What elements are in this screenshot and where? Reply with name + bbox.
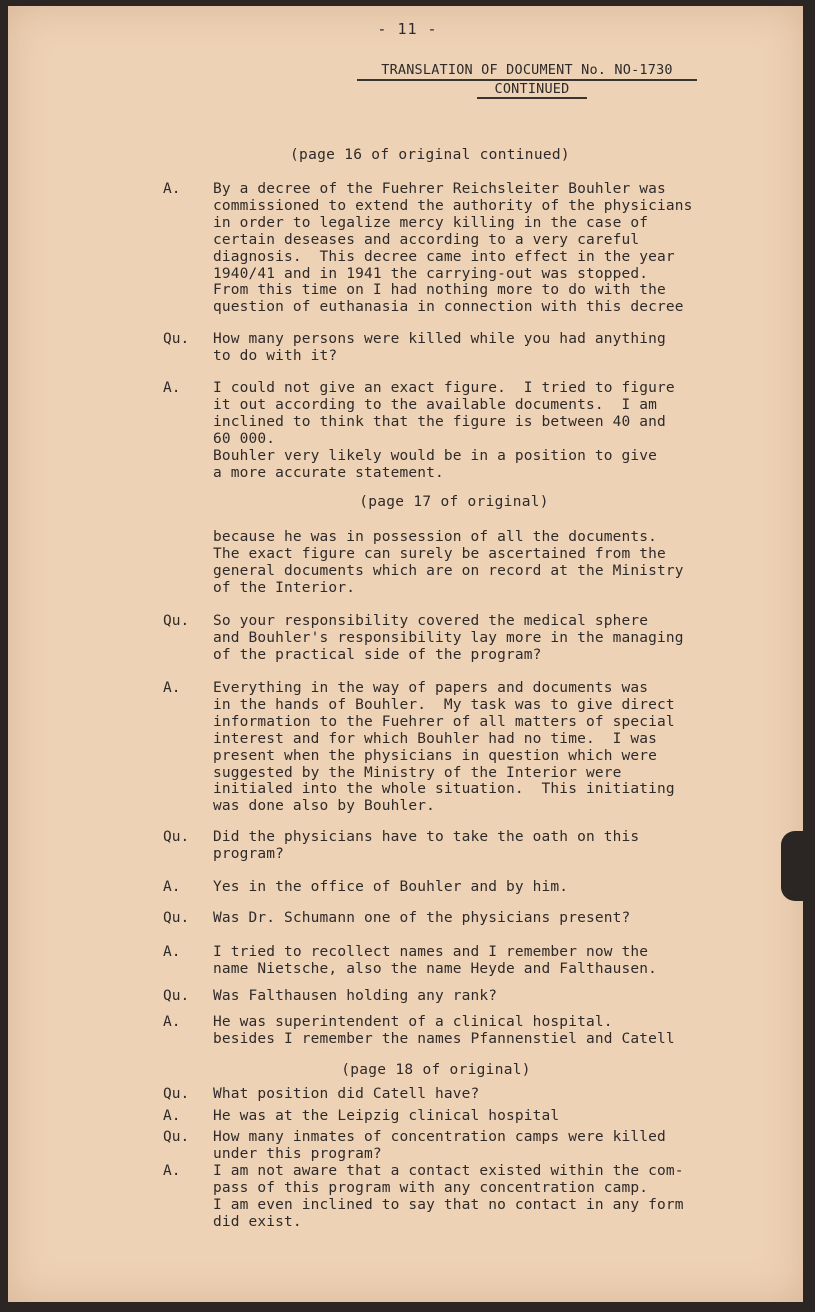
entry-text: Yes in the office of Bouhler and by him. bbox=[213, 879, 569, 895]
speaker-label: A. bbox=[163, 879, 181, 895]
page-number: - 11 - bbox=[377, 20, 438, 38]
entry-text: Was Dr. Schumann one of the physicians present? bbox=[213, 910, 631, 926]
speaker-label: A. bbox=[163, 181, 181, 197]
speaker-label: Qu. bbox=[163, 1129, 190, 1145]
speaker-label: A. bbox=[163, 1163, 181, 1179]
speaker-label: A. bbox=[163, 944, 181, 960]
speaker-label: Qu. bbox=[163, 829, 190, 845]
entry-text: I could not give an exact figure. I tried to figure it out according to the available documents. I am inclined to think that the figure is between 40 and 60 000. Bouhler very likely would be in a position to give a more accurate statement. bbox=[213, 380, 675, 481]
entry-text: So your responsibility covered the medical sphere and Bouhler's responsibility lay more in the managing of the practical side of the program? bbox=[213, 613, 684, 663]
entry-text: I tried to recollect names and I remember now the name Nietsche, also the name Heyde and Falthausen. bbox=[213, 944, 657, 977]
entry-text: I am not aware that a contact existed within the com- pass of this program with any concentration camp. I am even inclined to say that no contact in any form did exist. bbox=[213, 1163, 684, 1230]
page-marker: (page 16 of original continued) bbox=[290, 147, 570, 163]
entry-text: Everything in the way of papers and documents was in the hands of Bouhler. My task was to give direct information to the Fuehrer of all matters of special interest and for which Bouhler had no time. I was present when the physicians in question which were suggested by the Ministry of the Interior were initialed into the whole situation. This initiating was done also by Bouhler. bbox=[213, 680, 675, 815]
speaker-label: Qu. bbox=[163, 1086, 190, 1102]
entry-text: He was superintendent of a clinical hospital. besides I remember the names Pfannenstiel and Catell bbox=[213, 1014, 675, 1047]
entry-text: What position did Catell have? bbox=[213, 1086, 480, 1102]
entry-text: because he was in possession of all the documents. The exact figure can surely be ascertained from the general documents which are on record at the Ministry of the Interior. bbox=[213, 529, 684, 596]
page-marker: (page 18 of original) bbox=[341, 1062, 531, 1078]
speaker-label: Qu. bbox=[163, 988, 190, 1004]
speaker-label: A. bbox=[163, 680, 181, 696]
speaker-label: Qu. bbox=[163, 910, 190, 926]
entry-text: How many persons were killed while you had anything to do with it? bbox=[213, 331, 666, 364]
speaker-label: Qu. bbox=[163, 331, 190, 347]
speaker-label: Qu. bbox=[163, 613, 190, 629]
entry-text: How many inmates of concentration camps were killed under this program? bbox=[213, 1129, 666, 1162]
document-subtitle: CONTINUED bbox=[477, 81, 587, 99]
speaker-label: A. bbox=[163, 1014, 181, 1030]
document-title: TRANSLATION OF DOCUMENT No. NO-1730 bbox=[357, 62, 697, 81]
entry-text: He was at the Leipzig clinical hospital bbox=[213, 1108, 560, 1124]
speaker-label: A. bbox=[163, 380, 181, 396]
entry-text: By a decree of the Fuehrer Reichsleiter Bouhler was commissioned to extend the authority of the physicians in order to legalize mercy killing in the case of certain deseases and according to a very careful diagnosis. This decree came into effect in the year 1940/41 and in 1941 the carrying-out was stopped. From this time on I had nothing more to do with the question of euthanasia in connection with this decree bbox=[213, 181, 693, 316]
document-title-block bbox=[357, 62, 697, 99]
entry-text: Did the physicians have to take the oath on this program? bbox=[213, 829, 640, 862]
entry-text: Was Falthausen holding any rank? bbox=[213, 988, 498, 1004]
page-marker: (page 17 of original) bbox=[359, 494, 549, 510]
speaker-label: A. bbox=[163, 1108, 181, 1124]
